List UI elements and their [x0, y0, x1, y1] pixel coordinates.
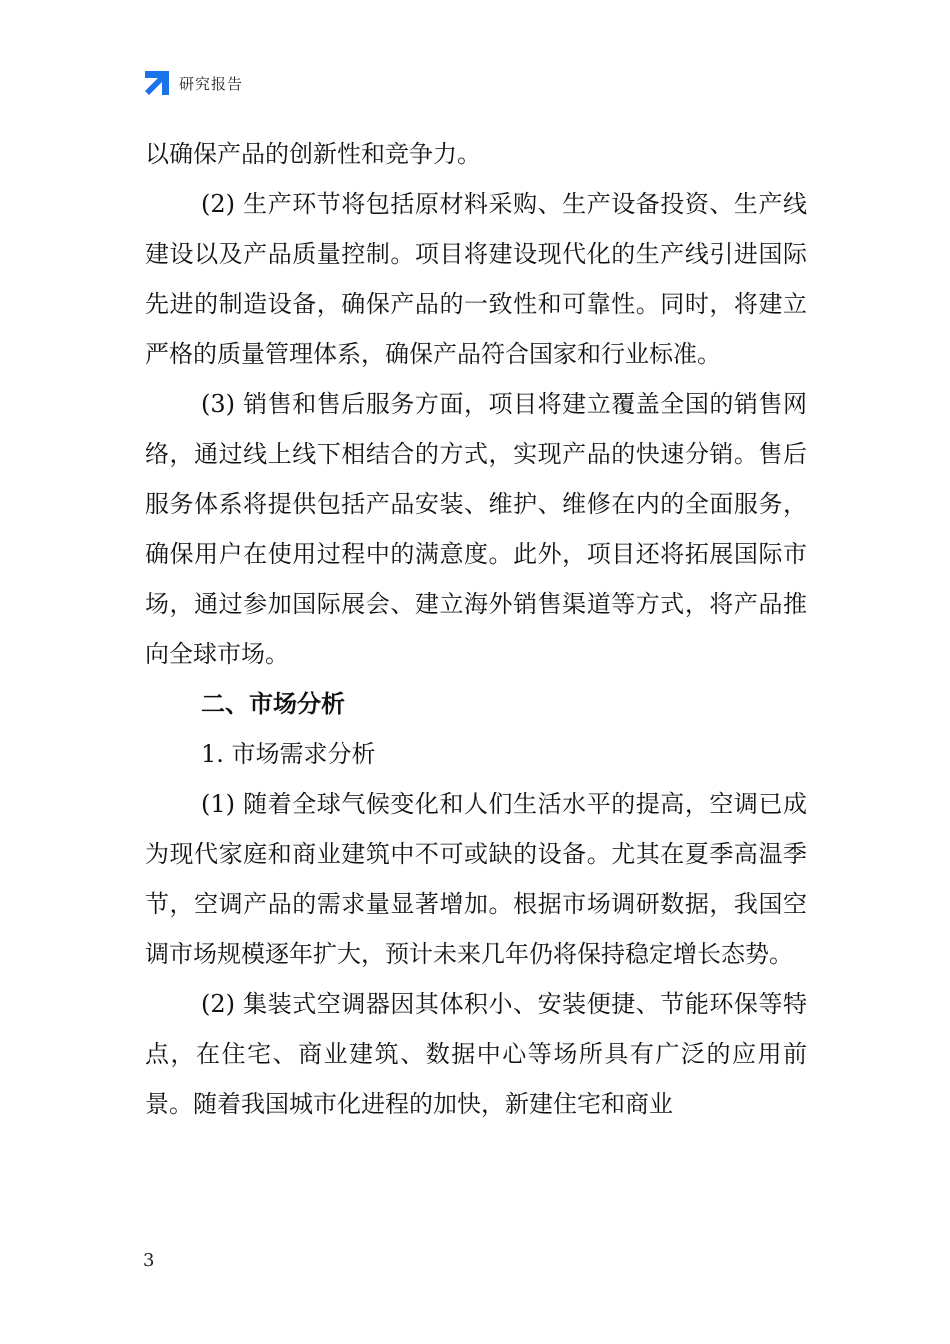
- arrow-up-right-icon: [143, 69, 171, 97]
- paragraph-continuation: 以确保产品的创新性和竞争力。: [145, 140, 481, 168]
- paragraph-production: (2) 生产环节将包括原材料采购、生产设备投资、生产线建设以及产品质量控制。项目将建设现代化的生产线引进国际先进的制造设备，确保产品的一致性和可靠性。同时，将建立严格的质量管理体系，确保产品符合国家和行业标准。: [145, 190, 807, 368]
- section-heading-market-analysis: 二、市场分析: [201, 690, 345, 718]
- page-header: [143, 68, 243, 98]
- paragraph-demand-1: (1) 随着全球气候变化和人们生活水平的提高，空调已成为现代家庭和商业建筑中不可或缺的设备。尤其在夏季高温季节，空调产品的需求量显著增加。根据市场调研数据，我国空调市场规模逐年扩大，预计未来几年仍将保持稳定增长态势。: [145, 790, 807, 968]
- page-number: 3: [143, 1250, 155, 1271]
- paragraph-demand-2: (2) 集装式空调器因其体积小、安装便捷、节能环保等特点，在住宅、商业建筑、数据中心等场所具有广泛的应用前景。随着我国城市化进程的加快，新建住宅和商业: [145, 990, 807, 1118]
- header-title: 研究报告: [179, 74, 244, 93]
- subsection-heading-market-demand: 1. 市场需求分析: [201, 740, 376, 768]
- document-body: [145, 129, 807, 1129]
- paragraph-sales: (3) 销售和售后服务方面，项目将建立覆盖全国的销售网络，通过线上线下相结合的方式，实现产品的快速分销。售后服务体系将提供包括产品安装、维护、维修在内的全面服务，确保用户在使用过程中的满意度。此外，项目还将拓展国际市场，通过参加国际展会、建立海外销售渠道等方式，将产品推向全球市场。: [145, 390, 807, 668]
